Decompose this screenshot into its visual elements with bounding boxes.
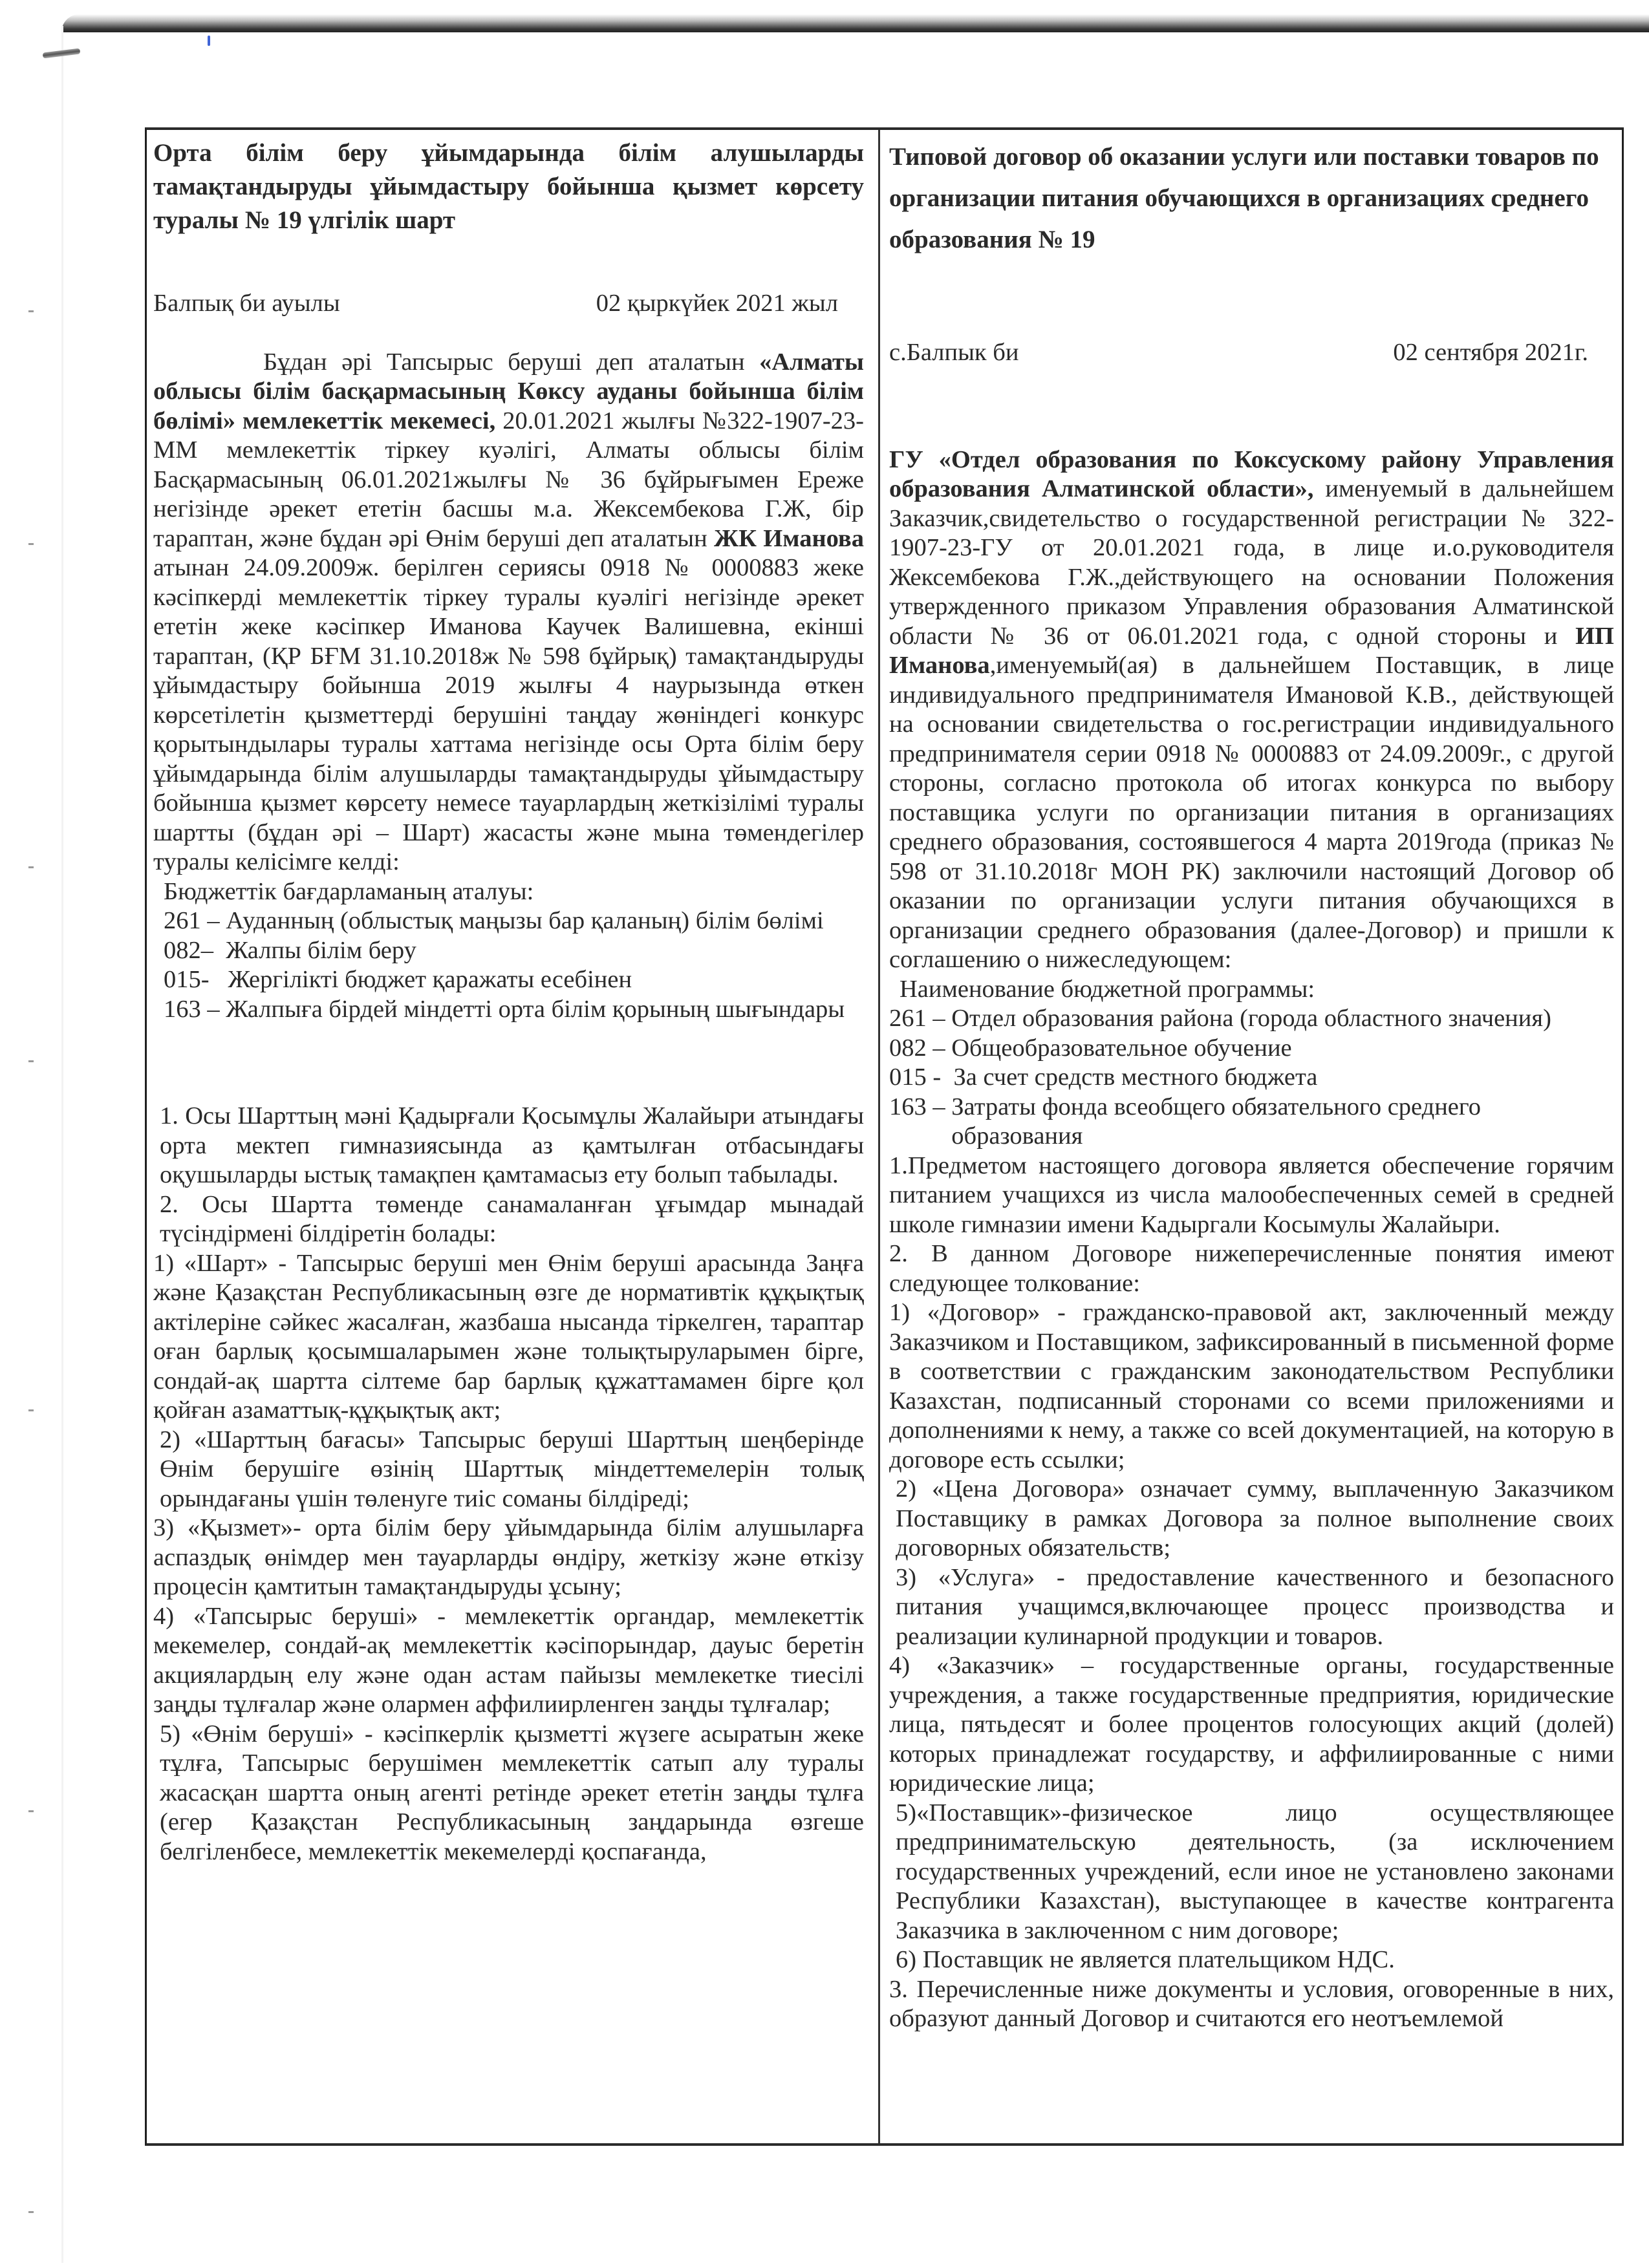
margin-tick [28, 866, 34, 868]
margin-tick [28, 310, 34, 312]
kazakh-place-date [153, 289, 864, 319]
russian-column [880, 130, 1622, 2143]
kazakh-customer-name: «Алматы облысы білім басқармасының Көксу ауданы бойынша білім бөлімі» мемлекеттік мекемесі, [153, 348, 864, 434]
budget-item: 015 - За счет средств местного бюджета [889, 1064, 1318, 1091]
ink-dot [208, 36, 210, 46]
russian-title: Типовой договор об оказании услуги или поставки товаров по организации питания обучающихся в организациях среднего образования № 19 [889, 143, 1599, 253]
budget-item: 163 – Жалпыға бірдей міндетті орта білім қорының шығындары [164, 995, 845, 1023]
kazakh-place: Балпық би ауылы [153, 290, 340, 317]
russian-supplier-name: ИП Иманова [889, 622, 1614, 679]
scan-edge-shadow [61, 14, 1649, 32]
kazakh-budget-list [153, 906, 864, 1024]
russian-date: 02 сентября 2021г. [1393, 339, 1588, 366]
budget-item: 261 – Отдел образования района (города областного значения) [889, 1005, 1551, 1032]
russian-clause: 6) Поставщик не является плательщиком НДС. [896, 1946, 1395, 1973]
scan-left-edge [61, 26, 63, 2263]
kazakh-clause: 2) «Шарттың бағасы» Тапсырыс беруші Шарттың шеңберінде Өнім берушіге өзінің Шарттық міндеттемелерін толық орындағаны үшін төленуге тиіс соманы білдіреді; [160, 1426, 864, 1512]
russian-clause: 5)«Поставщик»-физическое лицо осуществляющее предпринимательскую деятельность, (за исключением государственных учреждений, если иное не установлено законами Республики Казахстан), выступающее в качестве контрагента Заказчика в заключенном с ним договоре; [896, 1799, 1614, 1944]
russian-clause: 3. Перечисленные ниже документы и условия, оговоренные в них, образуют данный Договор и считаются его неотъемлемой [889, 1975, 1614, 2032]
russian-clause: 4) «Заказчик» – государственные органы, государственные учреждения, а также государственные предприятия, юридические лица, пятьдесят и более процентов голосующих акций (долей) которых принадлежат государству, и аффилиированные с ними юридические лица; [889, 1652, 1614, 1797]
russian-clause: 2) «Цена Договора» означает сумму, выплаченную Заказчиком Поставщику в рамках Договора за полное выполнение своих договорных обязательств; [896, 1475, 1614, 1561]
russian-clause: 1) «Договор» - гражданско-правовой акт, заключенный между Заказчиком и Поставщиком, зафиксированный в письменной форме в соответствии с гражданским законодательством Республики Казахстан, подписанный сторонами со всеми приложениями и дополнениями к нему, а также со всей документацией, на которую в договоре есть ссылки; [889, 1299, 1614, 1473]
bilingual-contract-table [145, 127, 1624, 2146]
budget-item: 015- Жергілікті бюджет қаражаты есебінен [164, 966, 632, 993]
budget-item: 163 – Затраты фонда всеобщего обязательного среднего образования [889, 1093, 1481, 1150]
kazakh-clause: 2. Осы Шартта төменде санамаланған ұғымдар мынадай түсіндірмені білдіретін болады: [160, 1190, 864, 1247]
margin-tick [28, 2211, 34, 2213]
russian-customer-name: ГУ «Отдел образования по Коксускому району Управления образования Алматинской области», [889, 445, 1614, 502]
kazakh-column [147, 130, 880, 2143]
kazakh-clause: 1. Осы Шарттың мәні Қадырғали Қосымұлы Жалайыри атындағы орта мектеп гимназиясында аз қамтылған отбасындағы оқушыларды ыстық тамақпен қамтамасыз ету болып табылады. [160, 1102, 864, 1188]
russian-clause: 2. В данном Договоре нижеперечисленные понятия имеют следующее толкование: [889, 1240, 1614, 1297]
kazakh-clause: 1) «Шарт» - Тапсырыс беруші мен Өнім беруші арасында Заңға және Қазақстан Республикасының өзге де нормативтік құқықтық актілеріне сәйкес жасалған, жазбаша нысанда тіркелген, тараптар оған барлық қосымшаларымен және толықтыруларымен бірге, сондай-ақ шартта сілтеме бар барлық құжаттамамен бірге қол қойған азаматтық-құқықтық акт; [153, 1249, 864, 1424]
kazakh-date: 02 қыркүйек 2021 жыл [596, 290, 838, 317]
russian-place: с.Балпык би [889, 339, 1019, 366]
kazakh-title: Орта білім беру ұйымдарында білім алушыларды тамақтандыруды ұйымдастыру бойынша қызмет көрсету туралы № 19 үлгілік шарт [153, 139, 864, 234]
russian-clause: 1.Предметом настоящего договора является обеспечение горячим питанием учащихся из числа малообеспеченных семей в средней школе гимназии имени Кадыргали Косымулы Жалайыри. [889, 1151, 1614, 1238]
budget-item: 082– Жалпы білім беру [164, 936, 416, 964]
russian-preamble: ГУ «Отдел образования по Коксускому району Управления образования Алматинской области», именуемый в дальнейшем Заказчик,свидетельство о государственной регистрации № 322-1907-23-ГУ от 20.01.2021 года, в лице и.о.руководителя Жексембекова Г.Ж.,действующего на основании Положения утвержденного приказом Управления образования Алматинской области № 36 от 06.01.2021 года, с одной стороны и ИП Иманова,именуемый(ая) в дальнейшем Поставщик, в лице индивидуального предпринимателя Имановой К.В., действующей на основании свидетельства о гос.регистрации индивидуального предпринимателя серии 0918 № 0000883 от 24.09.2009г., с другой стороны, согласно протокола об итогах конкурса по выбору поставщика услуги по организации питания в организациях среднего образования, состоявшегося 4 марта 2019года (приказ № 598 от 31.10.2018г МОН РК) заключили настоящий Договор об оказании по организации услуги питания обучающихся в организации среднего образования (далее-Договор) и пришли к соглашению о нижеследующем: [889, 445, 1614, 973]
russian-budget-heading: Наименование бюджетной программы: [900, 975, 1315, 1003]
margin-tick [28, 1060, 34, 1062]
margin-tick [28, 1810, 34, 1812]
kazakh-clause: 5) «Өнім беруші» - кәсіпкерлік қызметті жүзеге асыратын жеке тұлға, Тапсырыс берушімен мемлекеттік сатып алу туралы жасасқан шартта оның агенті ретінде әрекет ететін заңды тұлға (егер Қазақстан Республикасының заңдарында өзгеше белгіленбесе, мемлекеттік мекемелерді қоспағанда, [160, 1720, 864, 1865]
budget-item: 261 – Ауданның (облыстық маңызы бар қаланың) білім бөлімі [164, 907, 824, 934]
russian-place-date [889, 338, 1614, 368]
kazakh-preamble: Бұдан әрі Тапсырыс беруші деп аталатын «Алматы облысы білім басқармасының Көксу ауданы бойынша білім бөлімі» мемлекеттік мекемесі, 20.01.2021 жылғы №322-1907-23-ММ мемлекеттік тіркеу куәлігі, Алматы облысы білім Басқармасының 06.01.2021жылғы № 36 бұйрығымен Ереже негізінде әрекет ететін басшы м.а. Жексембекова Г.Ж, бір тараптан, және бұдан әрі Өнім беруші деп аталатын ЖК Иманова атынан 24.09.2009ж. берілген сериясы 0918 № 0000883 жеке кәсіпкерді мемлекеттік тіркеу туралы куәлігі негізінде әрекет ететін жеке кәсіпкер Иманова Каучек Валишевна, екінші тараптан, (ҚР БҒМ 31.10.2018ж № 598 бұйрық) тамақтандыруды ұйымдастыру бойынша 2019 жылғы 4 наурызында өткен көрсетілетін қызметтерді берушіні таңдау жөніндегі конкурс қорытындылары туралы хаттама негізінде осы Орта білім беру ұйымдарында білім алушыларды тамақтандыруды ұйымдастыру бойынша қызмет көрсету немесе тауарлардың жеткізілімі туралы шартты (бұдан әрі – Шарт) жасасты және мына төмендегілер туралы келісімге келді: [153, 348, 864, 875]
margin-tick [28, 543, 34, 545]
russian-budget-list [889, 1004, 1614, 1151]
kazakh-budget-heading: Бюджеттік бағдарламаның аталуы: [164, 877, 534, 905]
kazakh-supplier-name: ЖК Иманова [714, 524, 864, 552]
budget-item: 082 – Общеобразовательное обучение [889, 1034, 1292, 1062]
kazakh-clause: 4) «Тапсырыс беруші» - мемлекеттік органдар, мемлекеттік мекемелер, сондай-ақ мемлекеттік кәсіпорындар, дауыс беретін акциялардың елу және одан астам пайызы мемлекетке тиесілі заңды тұлғалар және олармен аффилиирленген заңды тұлғалар; [153, 1602, 864, 1718]
margin-tick [28, 1409, 34, 1411]
kazakh-clause: 3) «Қызмет»- орта білім беру ұйымдарында білім алушыларға аспаздық өнімдер мен тауарларды өндіру, жеткізу және өткізу процесін қамтитын тамақтандыруды ұсыну; [153, 1514, 864, 1600]
russian-clause: 3) «Услуга» - предоставление качественного и безопасного питания учащимся,включающее процесс производства и реализации кулинарной продукции и товаров. [896, 1563, 1614, 1650]
